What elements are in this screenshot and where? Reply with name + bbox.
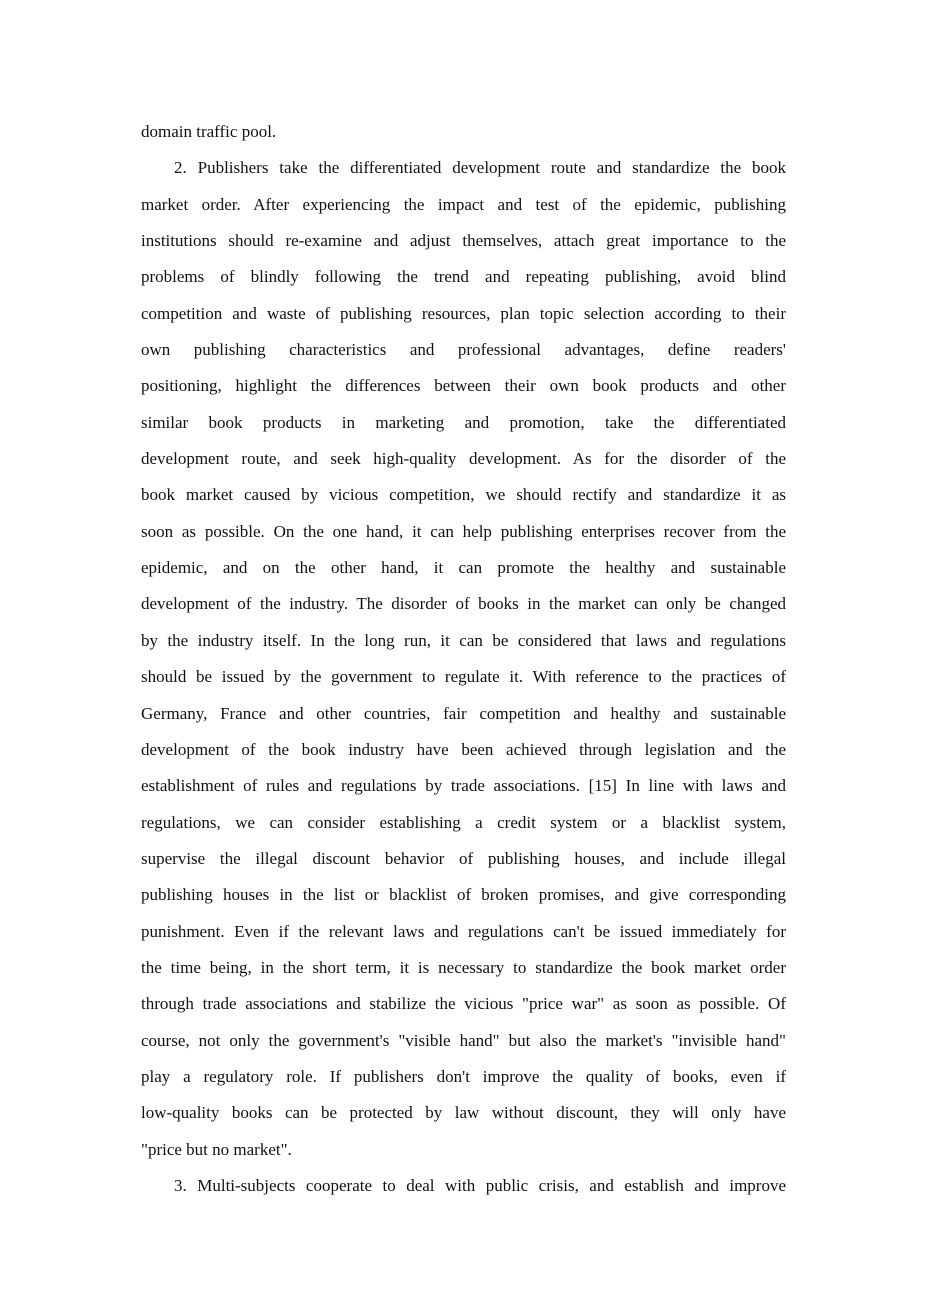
- text-line: by the industry itself. In the long run, it can be considered that laws and regulations: [141, 630, 786, 650]
- text-line: market order. After experiencing the impact and test of the epidemic, publishing: [141, 194, 786, 214]
- document-page: [141, 114, 786, 1204]
- text-line: low-quality books can be protected by law without discount, they will only have: [141, 1103, 786, 1123]
- text-line: epidemic, and on the other hand, it can promote the healthy and sustainable: [141, 558, 786, 578]
- text-line: development of the industry. The disorder of books in the market can only be changed: [141, 594, 786, 614]
- text-line: course, not only the government's "visible hand" but also the market's "invisible hand": [141, 1030, 786, 1050]
- paragraph: [141, 114, 786, 150]
- text-line: through trade associations and stabilize the vicious "price war" as soon as possible. Of: [141, 994, 786, 1014]
- text-line: development of the book industry have been achieved through legislation and the: [141, 739, 786, 759]
- text-line: 3. Multi-subjects cooperate to deal with public crisis, and establish and improve: [174, 1175, 786, 1195]
- text-line: positioning, highlight the differences between their own book products and other: [141, 376, 786, 396]
- text-line: punishment. Even if the relevant laws and regulations can't be issued immediately for: [141, 921, 786, 941]
- text-line: competition and waste of publishing resources, plan topic selection according to their: [141, 303, 786, 323]
- text-line: regulations, we can consider establishing a credit system or a blacklist system,: [141, 812, 786, 832]
- paragraph: [141, 150, 786, 1168]
- text-line: should be issued by the government to regulate it. With reference to the practices of: [141, 667, 786, 687]
- text-line: play a regulatory role. If publishers don't improve the quality of books, even if: [141, 1066, 786, 1086]
- paragraph: [141, 1168, 786, 1204]
- text-line: own publishing characteristics and professional advantages, define readers': [141, 340, 786, 360]
- text-line: publishing houses in the list or blacklist of broken promises, and give corresponding: [141, 885, 786, 905]
- text-line: 2. Publishers take the differentiated development route and standardize the book: [174, 158, 786, 178]
- text-line: the time being, in the short term, it is necessary to standardize the book market order: [141, 957, 786, 977]
- text-line: "price but no market".: [141, 1139, 292, 1159]
- text-line: similar book products in marketing and promotion, take the differentiated: [141, 412, 786, 432]
- text-line: book market caused by vicious competition, we should rectify and standardize it as: [141, 485, 786, 505]
- text-line: problems of blindly following the trend and repeating publishing, avoid blind: [141, 267, 786, 287]
- text-line: institutions should re-examine and adjust themselves, attach great importance to the: [141, 231, 786, 251]
- text-line: Germany, France and other countries, fair competition and healthy and sustainable: [141, 703, 786, 723]
- text-line: establishment of rules and regulations by trade associations. [15] In line with laws and: [141, 776, 786, 796]
- text-line: soon as possible. On the one hand, it can help publishing enterprises recover from the: [141, 521, 786, 541]
- text-line: supervise the illegal discount behavior of publishing houses, and include illegal: [141, 848, 786, 868]
- text-line: domain traffic pool.: [141, 122, 277, 141]
- text-line: development route, and seek high-quality development. As for the disorder of the: [141, 449, 786, 469]
